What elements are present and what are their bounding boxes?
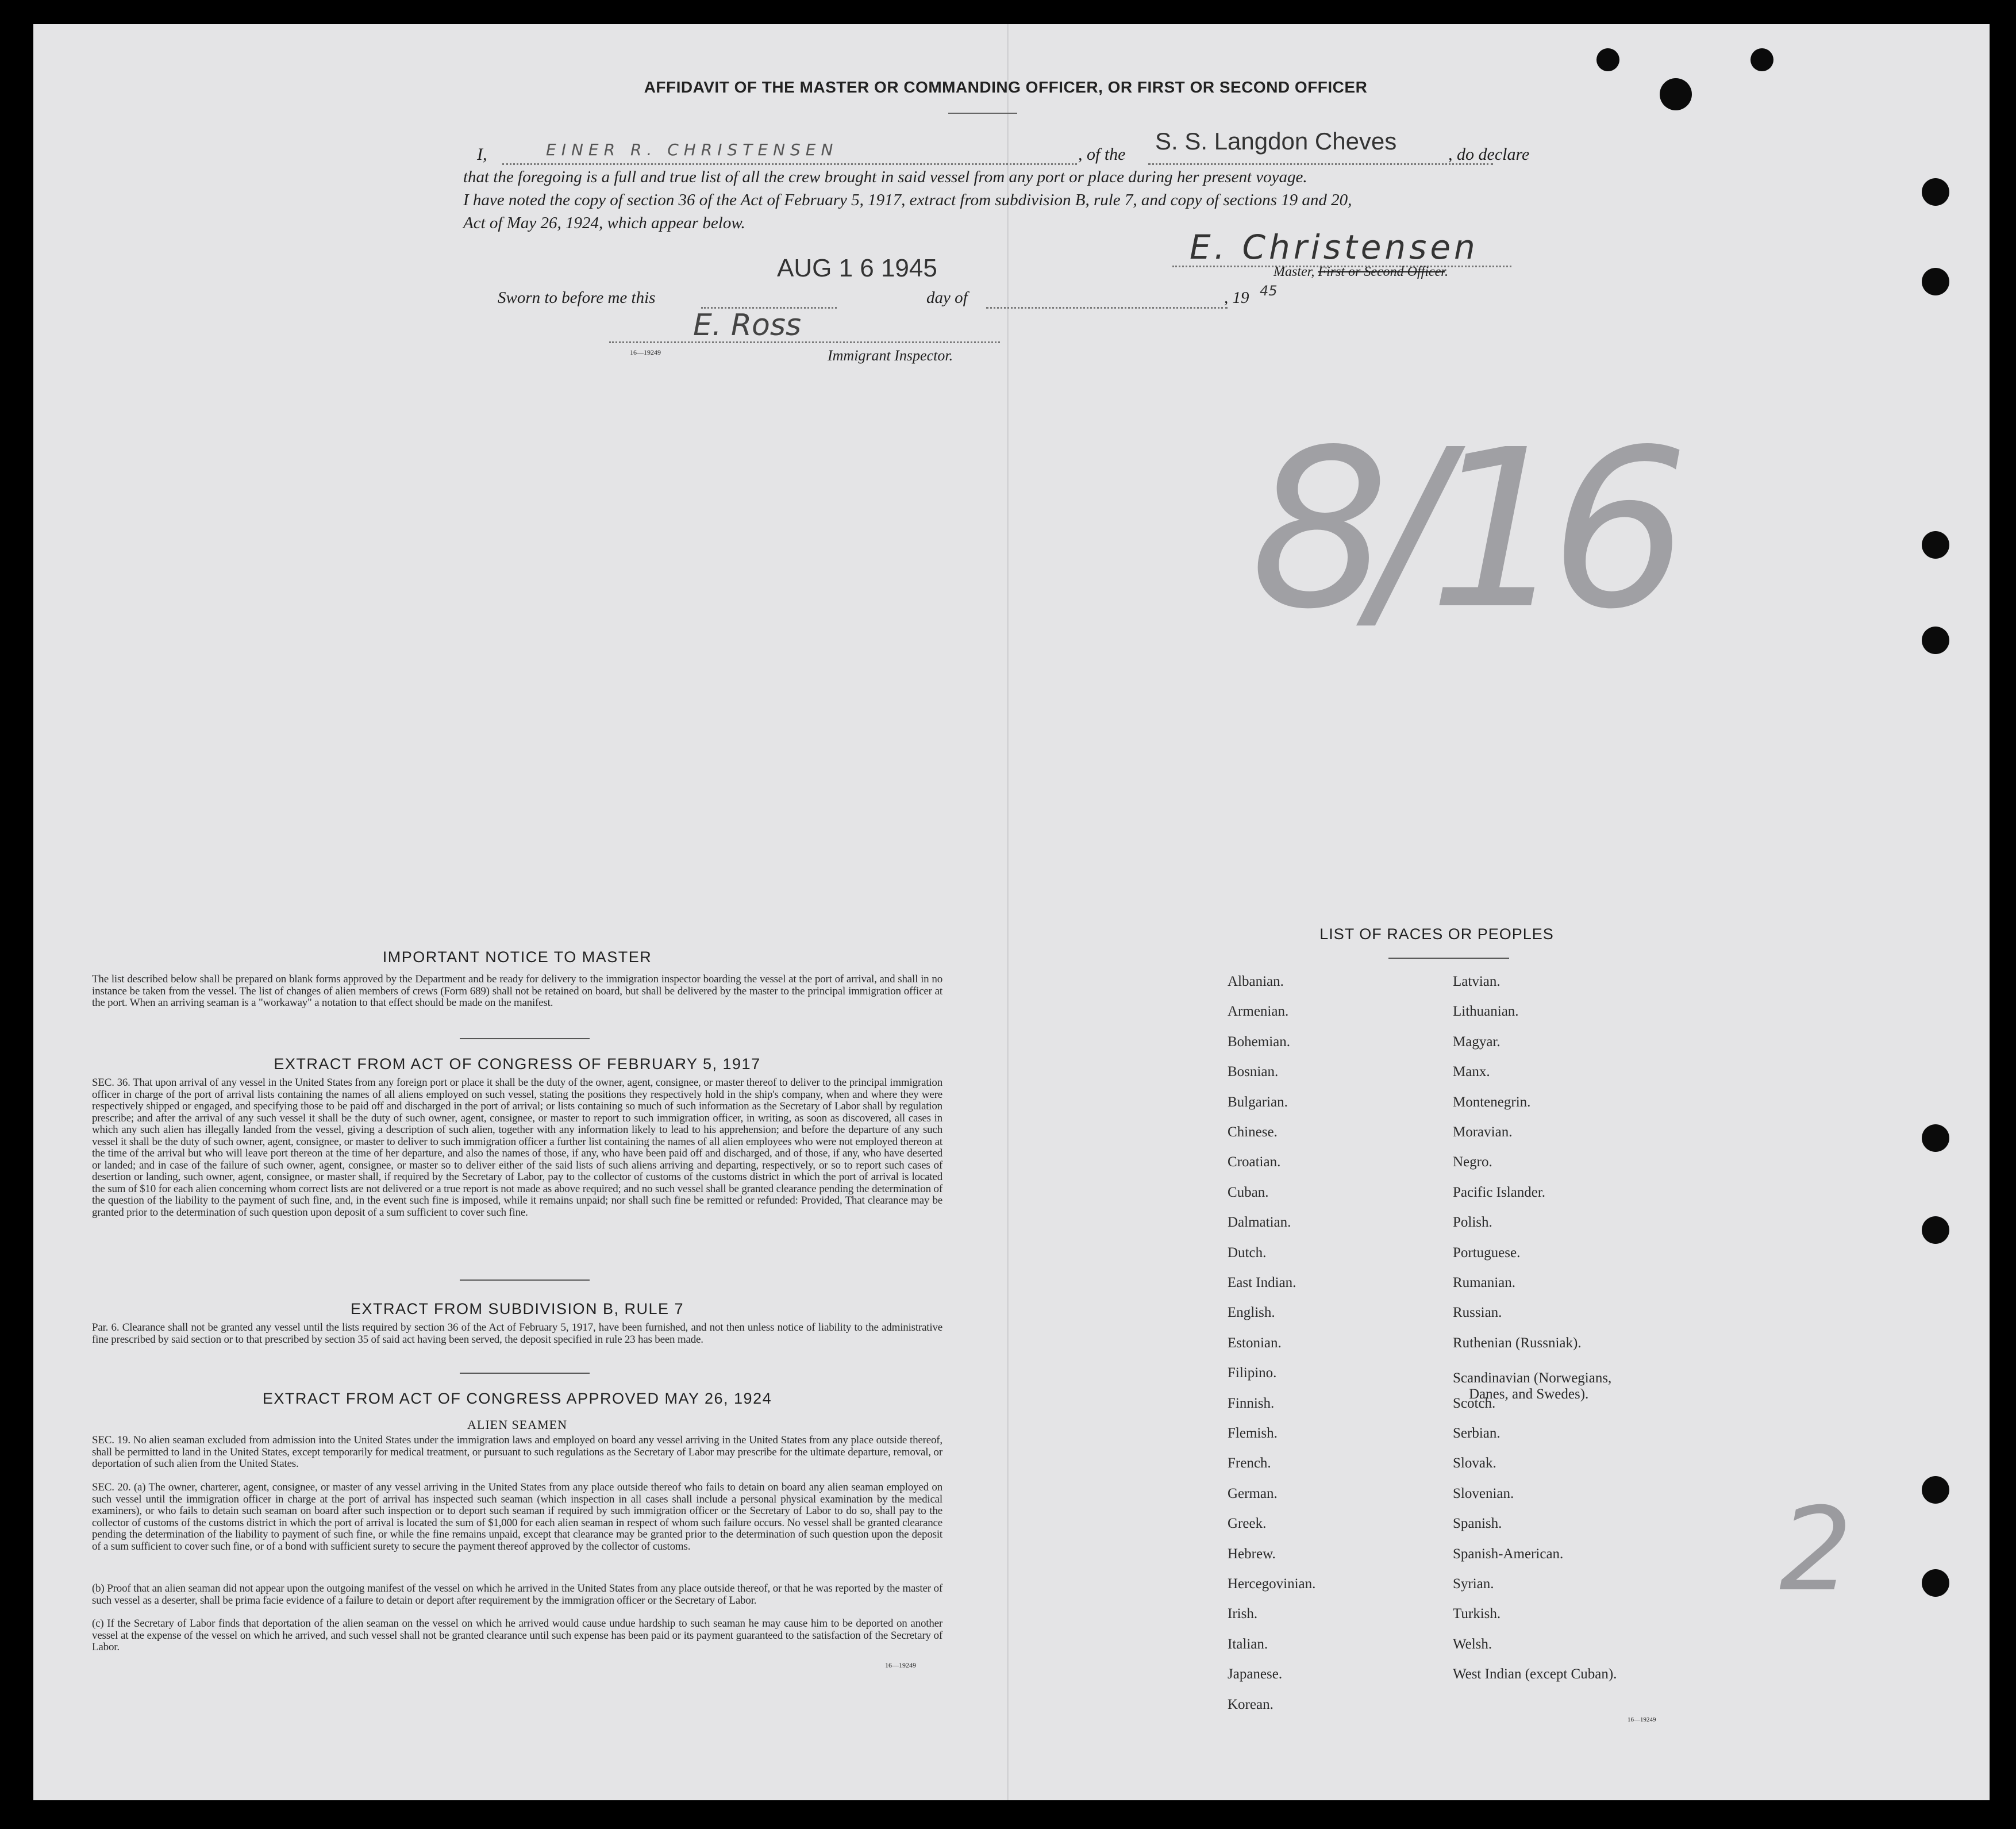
alien-seamen-subtitle: ALIEN SEAMEN <box>467 1417 567 1432</box>
race-item: German. <box>1228 1485 1278 1501</box>
race-item: Slovak. <box>1453 1455 1496 1471</box>
race-item: Manx. <box>1453 1064 1490 1080</box>
race-item: Latvian. <box>1453 974 1501 989</box>
race-item: Bosnian. <box>1228 1064 1279 1080</box>
race-item: Serbian. <box>1453 1425 1501 1441</box>
race-item: Magyar. <box>1453 1033 1501 1050</box>
race-item: Flemish. <box>1228 1425 1278 1441</box>
punch-hole <box>1660 78 1692 110</box>
sworn-month-blank <box>986 307 1228 309</box>
race-item: Slovenian. <box>1453 1485 1514 1501</box>
race-item: French. <box>1228 1455 1271 1471</box>
punch-hole <box>1922 1216 1949 1244</box>
race-item: Scotch. <box>1453 1395 1496 1411</box>
races-title: LIST OF RACES OR PEOPLES <box>1319 925 1554 943</box>
race-item: Ruthenian (Russniak). <box>1453 1335 1582 1351</box>
race-item: Spanish. <box>1453 1516 1502 1532</box>
race-item: Negro. <box>1453 1154 1492 1170</box>
race-item: Montenegrin. <box>1453 1094 1531 1110</box>
rule7-rule <box>460 1373 590 1374</box>
race-item: Turkish. <box>1453 1606 1501 1622</box>
master-name: EINER R. CHRISTENSEN <box>546 140 838 159</box>
race-item: Russian. <box>1453 1305 1502 1321</box>
race-item: Lithuanian. <box>1453 1004 1519 1020</box>
race-item: Croatian. <box>1228 1154 1281 1170</box>
vessel-name: S. S. Langdon Cheves <box>1155 128 1397 155</box>
race-item: Italian. <box>1228 1636 1268 1652</box>
race-item: Greek. <box>1228 1516 1267 1532</box>
punch-hole <box>1922 1476 1949 1504</box>
extract-1917-text: SEC. 36. That upon arrival of any vessel in the United States from any foreign port or place it shall be the duty of the owner, agent, consignee, or master thereof to deliver to the principal immigration officer in charge of the port of arrival lists containing the names of all aliens employed on such vessel, stating the positions they respectively hold in the ship's company, when and where they were respectively shipped or engaged, and specifying those to be paid off and discharged in the port of arrival; or lists containing so much of such information as the Secretary of Labor shall by regulation prescribe; and after the arrival of any such vessel it shall be the duty of such owner, agent, consignee, or master to report to such immigration officer, in writing, as soon as discovered, all cases in which any such alien has illegally landed from the vessel, giving a description of such alien, together with any information likely to lead to his apprehension; and before the departure of any such vessel it shall be the duty of such owner, agent, consignee, or master to deliver to such immigration officer a further list containing the names of all alien employees who were not employed thereon at the time of the arrival but who will leave port thereon at the time of her departure, and also the names of those, if any, who have been paid off and discharged, and of those, if any, who have deserted or landed; and in case of the failure of such owner, agent, consignee, or master so to deliver either of the said lists of such aliens arriving and departing, respectively, or so to report such cases of desertion or landing, such owner, agent, consignee, or master shall, if required by the Secretary of Labor, pay to the collector of customs of the customs district in which the port of arrival is located the sum of $10 for each alien concerning whom correct lists are not delivered or a true report is not made as above required; and no such vessel shall be granted clearance pending the determination of the question of the liability to the payment of such fine, and, in the event such fine is imposed, while it remains unpaid; nor shall such fine be remitted or refunded: Provided, That clearance may be granted prior to the determination of such question upon deposit of a sum sufficient to cover such fine. <box>92 1077 942 1219</box>
form-number-top: 16—19249 <box>630 348 661 356</box>
race-item: Albanian. <box>1228 974 1284 989</box>
race-item: Moravian. <box>1453 1124 1513 1140</box>
sec19-text: SEC. 19. No alien seaman excluded from admission into the United States under the immigration laws and employed on board any vessel arriving in the United States from any place outside thereof, shall be permitted to land in the United States, except temporarily for medical treatment, or pursuant to such regulations as the Secretary of Labor may prescribe for the ultimate departure, removal, or deportation of such alien from the United States. <box>92 1434 942 1470</box>
vessel-blank-line <box>1148 163 1493 165</box>
affidavit-line-4: Act of May 26, 1924, which appear below. <box>463 214 745 232</box>
extract-1917-rule <box>460 1279 590 1281</box>
master-signature: E. Christensen <box>1190 228 1479 267</box>
race-item: Danes, and Swedes). <box>1469 1386 1589 1402</box>
rule7-title: EXTRACT FROM SUBDIVISION B, RULE 7 <box>350 1300 684 1317</box>
punch-hole <box>1922 268 1949 295</box>
sworn-year: 45 <box>1260 283 1278 299</box>
race-item: Korean. <box>1228 1696 1274 1712</box>
race-item: Hebrew. <box>1228 1546 1276 1562</box>
race-item: Scandinavian (Norwegians, <box>1453 1370 1612 1386</box>
pencil-fraction: 8/16 <box>1251 402 1672 657</box>
caption-struck-officer: First or Second Officer <box>1318 264 1445 279</box>
race-item: Syrian. <box>1453 1576 1494 1592</box>
race-item: English. <box>1228 1305 1275 1321</box>
affidavit-i: I, <box>477 145 487 164</box>
affidavit-of-the: , of the <box>1078 145 1126 164</box>
punch-hole <box>1922 1124 1949 1152</box>
extract-1924-title: EXTRACT FROM ACT OF CONGRESS APPROVED MAY 26, 1924 <box>262 1390 772 1407</box>
form-number-bottom-right: 16—19249 <box>1628 1716 1656 1723</box>
affidavit-title: AFFIDAVIT OF THE MASTER OR COMMANDING OFFICER, OR FIRST OR SECOND OFFICER <box>644 78 1368 96</box>
race-item: Japanese. <box>1228 1666 1283 1682</box>
race-item: Dalmatian. <box>1228 1215 1291 1231</box>
sec20b-text: (b) Proof that an alien seaman did not appear upon the outgoing manifest of the vessel on which he arrived in the United States from any place outside thereof, or that he was reported by the master of such vessel as a deserter, shall be prima facie evidence of a failure to detain or deport after requirement by the immigration officer or the Secretary of Labor. <box>92 1582 942 1607</box>
sworn-year-prefix: , 19 <box>1224 289 1249 307</box>
race-item: Dutch. <box>1228 1244 1267 1261</box>
race-item: East Indian. <box>1228 1275 1296 1290</box>
punch-hole <box>1596 48 1619 71</box>
race-item: Polish. <box>1453 1215 1492 1231</box>
date-stamp: AUG 1 6 1945 <box>777 254 937 282</box>
race-item: Filipino. <box>1228 1365 1277 1381</box>
notice-rule <box>460 1038 590 1039</box>
notice-title: IMPORTANT NOTICE TO MASTER <box>382 948 652 966</box>
races-rule <box>1388 958 1509 959</box>
race-item: Spanish-American. <box>1453 1546 1564 1562</box>
punch-hole <box>1922 627 1949 654</box>
signature-caption <box>1274 264 1448 280</box>
notice-text: The list described below shall be prepared on blank forms approved by the Department and be ready for delivery to the immigration inspector boarding the vessel at the port of arrival, and shall in no instance be taken from the vessel. The list of changes of alien members of crews (Form 689) shall not be retained on board, but shall be delivered by the master to the principal immigration officer at the port. When an arriving seaman is a "workaway" a notation to that effect should be made on the manifest. <box>92 973 942 1009</box>
punch-hole <box>1922 178 1949 206</box>
pencil-page-number: 2 <box>1779 1483 1853 1617</box>
title-rule <box>948 113 1017 114</box>
race-item: Estonian. <box>1228 1335 1282 1351</box>
race-item: Welsh. <box>1453 1636 1492 1652</box>
caption-master: Master, <box>1274 264 1315 279</box>
extract-1917-title: EXTRACT FROM ACT OF CONGRESS OF FEBRUARY 5, 1917 <box>274 1055 761 1073</box>
sworn-day-of: day of <box>926 289 968 307</box>
sec20a-text: SEC. 20. (a) The owner, charterer, agent, consignee, or master of any vessel arriving in the United States from any place outside thereof who fails to detain on board any alien seaman employed on such vessel until the immigration officer in charge at the port of arrival has inspected such seaman (which inspection in all cases shall include a personal physical examination by the medical examiners), or who fails to detain such seaman on board after such inspection or to deport such seaman if required by such immigration officer or the Secretary of Labor to do so, shall pay to the collector of customs of the customs district in which the port of arrival is located the sum of $1,000 for each alien seaman in respect of whom such failure occurs. No vessel shall be granted clearance pending the determination of the liability to payment of such fine, or while the fine remains unpaid, except that clearance may be granted prior to the determination of such question upon the deposit of a sum sufficient to cover such fine, or of a bond with sufficient surety to secure the payment thereof approved by the collector of customs. <box>92 1481 942 1553</box>
affidavit-line-3: I have noted the copy of section 36 of the Act of February 5, 1917, extract from subdivision B, rule 7, and copy of sections 19 and 20, <box>463 191 1352 209</box>
race-item: Bulgarian. <box>1228 1094 1288 1110</box>
inspector-caption: Immigrant Inspector. <box>828 347 953 364</box>
caption-period: . <box>1444 264 1448 279</box>
inspector-signature: E. Ross <box>693 308 802 343</box>
race-item: Armenian. <box>1228 1004 1289 1020</box>
race-item: Hercegovinian. <box>1228 1576 1316 1592</box>
race-item: Rumanian. <box>1453 1275 1516 1290</box>
punch-hole <box>1922 531 1949 559</box>
race-item: Cuban. <box>1228 1184 1269 1200</box>
race-item: Bohemian. <box>1228 1033 1291 1050</box>
rule7-text: Par. 6. Clearance shall not be granted any vessel until the lists required by section 36 of the Act of February 5, 1917, have been furnished, and not then unless notice of liability to the administrative fine prescribed by said section or to that prescribed by section 35 of said act having been served, the deposit specified in rule 23 has been made. <box>92 1321 942 1346</box>
name-blank-line <box>502 163 1077 165</box>
affidavit-line-1 <box>477 128 1552 169</box>
race-item: West Indian (except Cuban). <box>1453 1666 1617 1682</box>
form-number-bottom-left: 16—19249 <box>885 1661 916 1669</box>
race-item: Chinese. <box>1228 1124 1278 1140</box>
race-item: Portuguese. <box>1453 1244 1521 1261</box>
affidavit-line-2: that the foregoing is a full and true list of all the crew brought in said vessel from any port or place during her present voyage. <box>463 168 1307 186</box>
punch-hole <box>1922 1569 1949 1597</box>
sec20c-text: (c) If the Secretary of Labor finds that deportation of the alien seaman on the vessel on which he arrived would cause undue hardship to such seaman he may cause him to be deported on another vessel at the expense of the vessel on which he arrived, and such vessel shall not be granted clearance until such expense has been paid or its payment guaranteed to the satisfaction of the Secretary of Labor. <box>92 1617 942 1653</box>
race-item: Irish. <box>1228 1606 1258 1622</box>
race-item: Pacific Islander. <box>1453 1184 1546 1200</box>
race-item: Finnish. <box>1228 1395 1275 1411</box>
punch-hole <box>1750 48 1773 71</box>
affidavit-do-declare: , do declare <box>1448 145 1530 164</box>
inspector-line <box>609 341 1000 343</box>
sworn-prefix: Sworn to before me this <box>498 289 656 307</box>
